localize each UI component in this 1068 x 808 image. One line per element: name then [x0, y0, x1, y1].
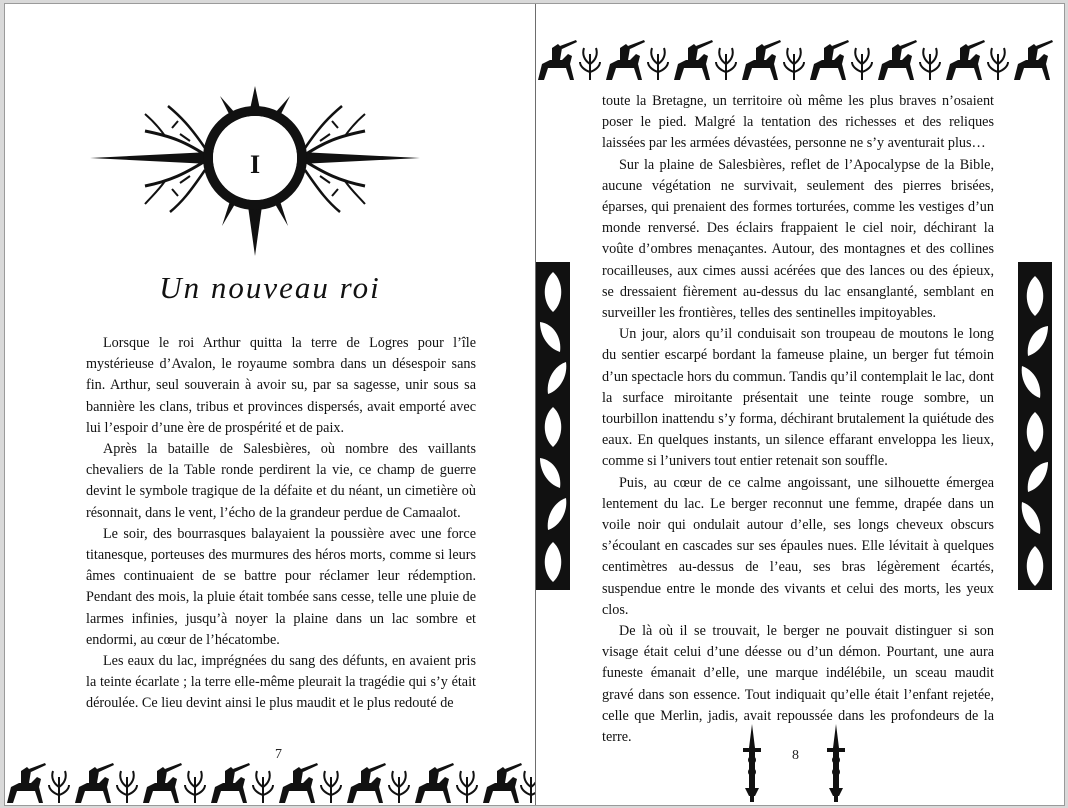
right-page-text [602, 91, 994, 748]
knights-frieze-icon [5, 763, 535, 805]
paragraph: Puis, au cœur de ce calme angoissant, une silhouette émergea lentement du lac. Le berger reconnut une femme, drapée dans un voile noir qui ondulait autour d’elle, ses longs cheveux obscurs s’écoulant en cascades sur ses épaules nues. Elle lévitait à quelques centimètres au-dessus de l’eau, ses bras légèrement écartés, suspendue entre le monde des vivants et celui des morts, les yeux clos. [602, 474, 994, 618]
floral-band-icon [1018, 262, 1052, 590]
paragraph: Le soir, des bourrasques balayaient la poussière avec une force titanesque, porteuses des murmures des héros morts, comme si leurs âmes continuaient de se battre pour réclamer leur rédemption. Pendant des mois, la pluie était tombée sans cesse, telle une pluie de larmes infinies, jusqu’à noyer la plaine dans un lac sombre et endormi, au cœur de l’hécatombe. [86, 525, 476, 648]
right-page [536, 4, 1064, 805]
paragraph: Un jour, alors qu’il conduisait son troupeau de moutons le long du sentier escarpé bordant la fameuse plaine, un berger fut témoin d’un spectacle hors du commun. Tandis qu’il contemplait le lac, dont la surface miroitante présentait une teinte rouge sombre, un tourbillon inattendu s’y forma, déchirant brutalement la quiétude des eaux. En quelques instants, un silence effarant enveloppa les lieux, comme si l’univers tout entier retenait son souffle. [602, 326, 994, 470]
left-page-text [86, 333, 476, 715]
page-number: 8 [792, 748, 799, 763]
left-page [5, 4, 536, 805]
page-number: 7 [275, 747, 282, 762]
chapter-title: Un nouveau roi [159, 270, 381, 305]
paragraph: Lorsque le roi Arthur quitta la terre de Logres pour l’île mystérieuse d’Avalon, le royaume sombra dans un désespoir sans fin. Arthur, seul souverain à avoir su, par sa sagesse, unir sous sa bannière les clans, tribus et provinces dispersés, avait emporté avec lui l’espoir d’une ère de prospérité et de paix. [86, 335, 476, 436]
chapter-number: I [249, 150, 261, 179]
paragraph: Sur la plaine de Salesbières, reflet de l’Apocalypse de la Bible, aucune végétation ne survivait, seulement des pierres brisées, éparses, qui prenaient des formes torturées, comme les vestiges d’un monde renversé. Des éclairs frappaient le ciel noir, déchirant la voûte d’ombres menaçantes. Autour, des montagnes et des collines rocailleuses, aux cimes aussi acérées que des lances ou des épieux, se dressaient fièrement au-dessus du lac ensanglanté, semblant en surveiller les frontières, telles des sentinelles impitoyables. [602, 156, 994, 322]
knights-frieze-icon [536, 40, 1064, 82]
dagger-icon [825, 724, 847, 802]
chapter-ornament-icon [90, 86, 420, 256]
paragraph: Les eaux du lac, imprégnées du sang des défunts, en avaient pris la teinte écarlate ; la terre elle-même pleurait la tragédie qui s’y était déroulée. Ce lieu devint ainsi le plus maudit et le plus redouté de [86, 653, 476, 712]
book-spread [4, 3, 1065, 806]
paragraph: toute la Bretagne, un territoire où même les plus braves n’osaient poser le pied. Malgré la tentation des richesses et des reliques laissées par les armées dévastées, personne ne s’y aventurait plus… [602, 93, 994, 152]
dagger-icon [741, 724, 763, 802]
paragraph: Après la bataille de Salesbières, où nombre des vaillants chevaliers de la Table ronde perdirent la vie, ce champ de guerre devint le symbole tragique de la défaite et du néant, un cimetière où résonnait, dans le vent, l’écho de la grandeur perdue de Camaalot. [86, 441, 476, 521]
paragraph: De là où il se trouvait, le berger ne pouvait distinguer si son visage était celui d’une déesse ou d’un démon. Pourtant, une aura funeste émanait d’elle, une marque indélébile, un sceau maudit gravé dans son essence. Tout indiquait qu’elle était l’enfant rejetée, celle que Merlin, jadis, avait repoussée dans les profondeurs de la terre. [602, 623, 994, 746]
floral-band-icon [536, 262, 570, 590]
